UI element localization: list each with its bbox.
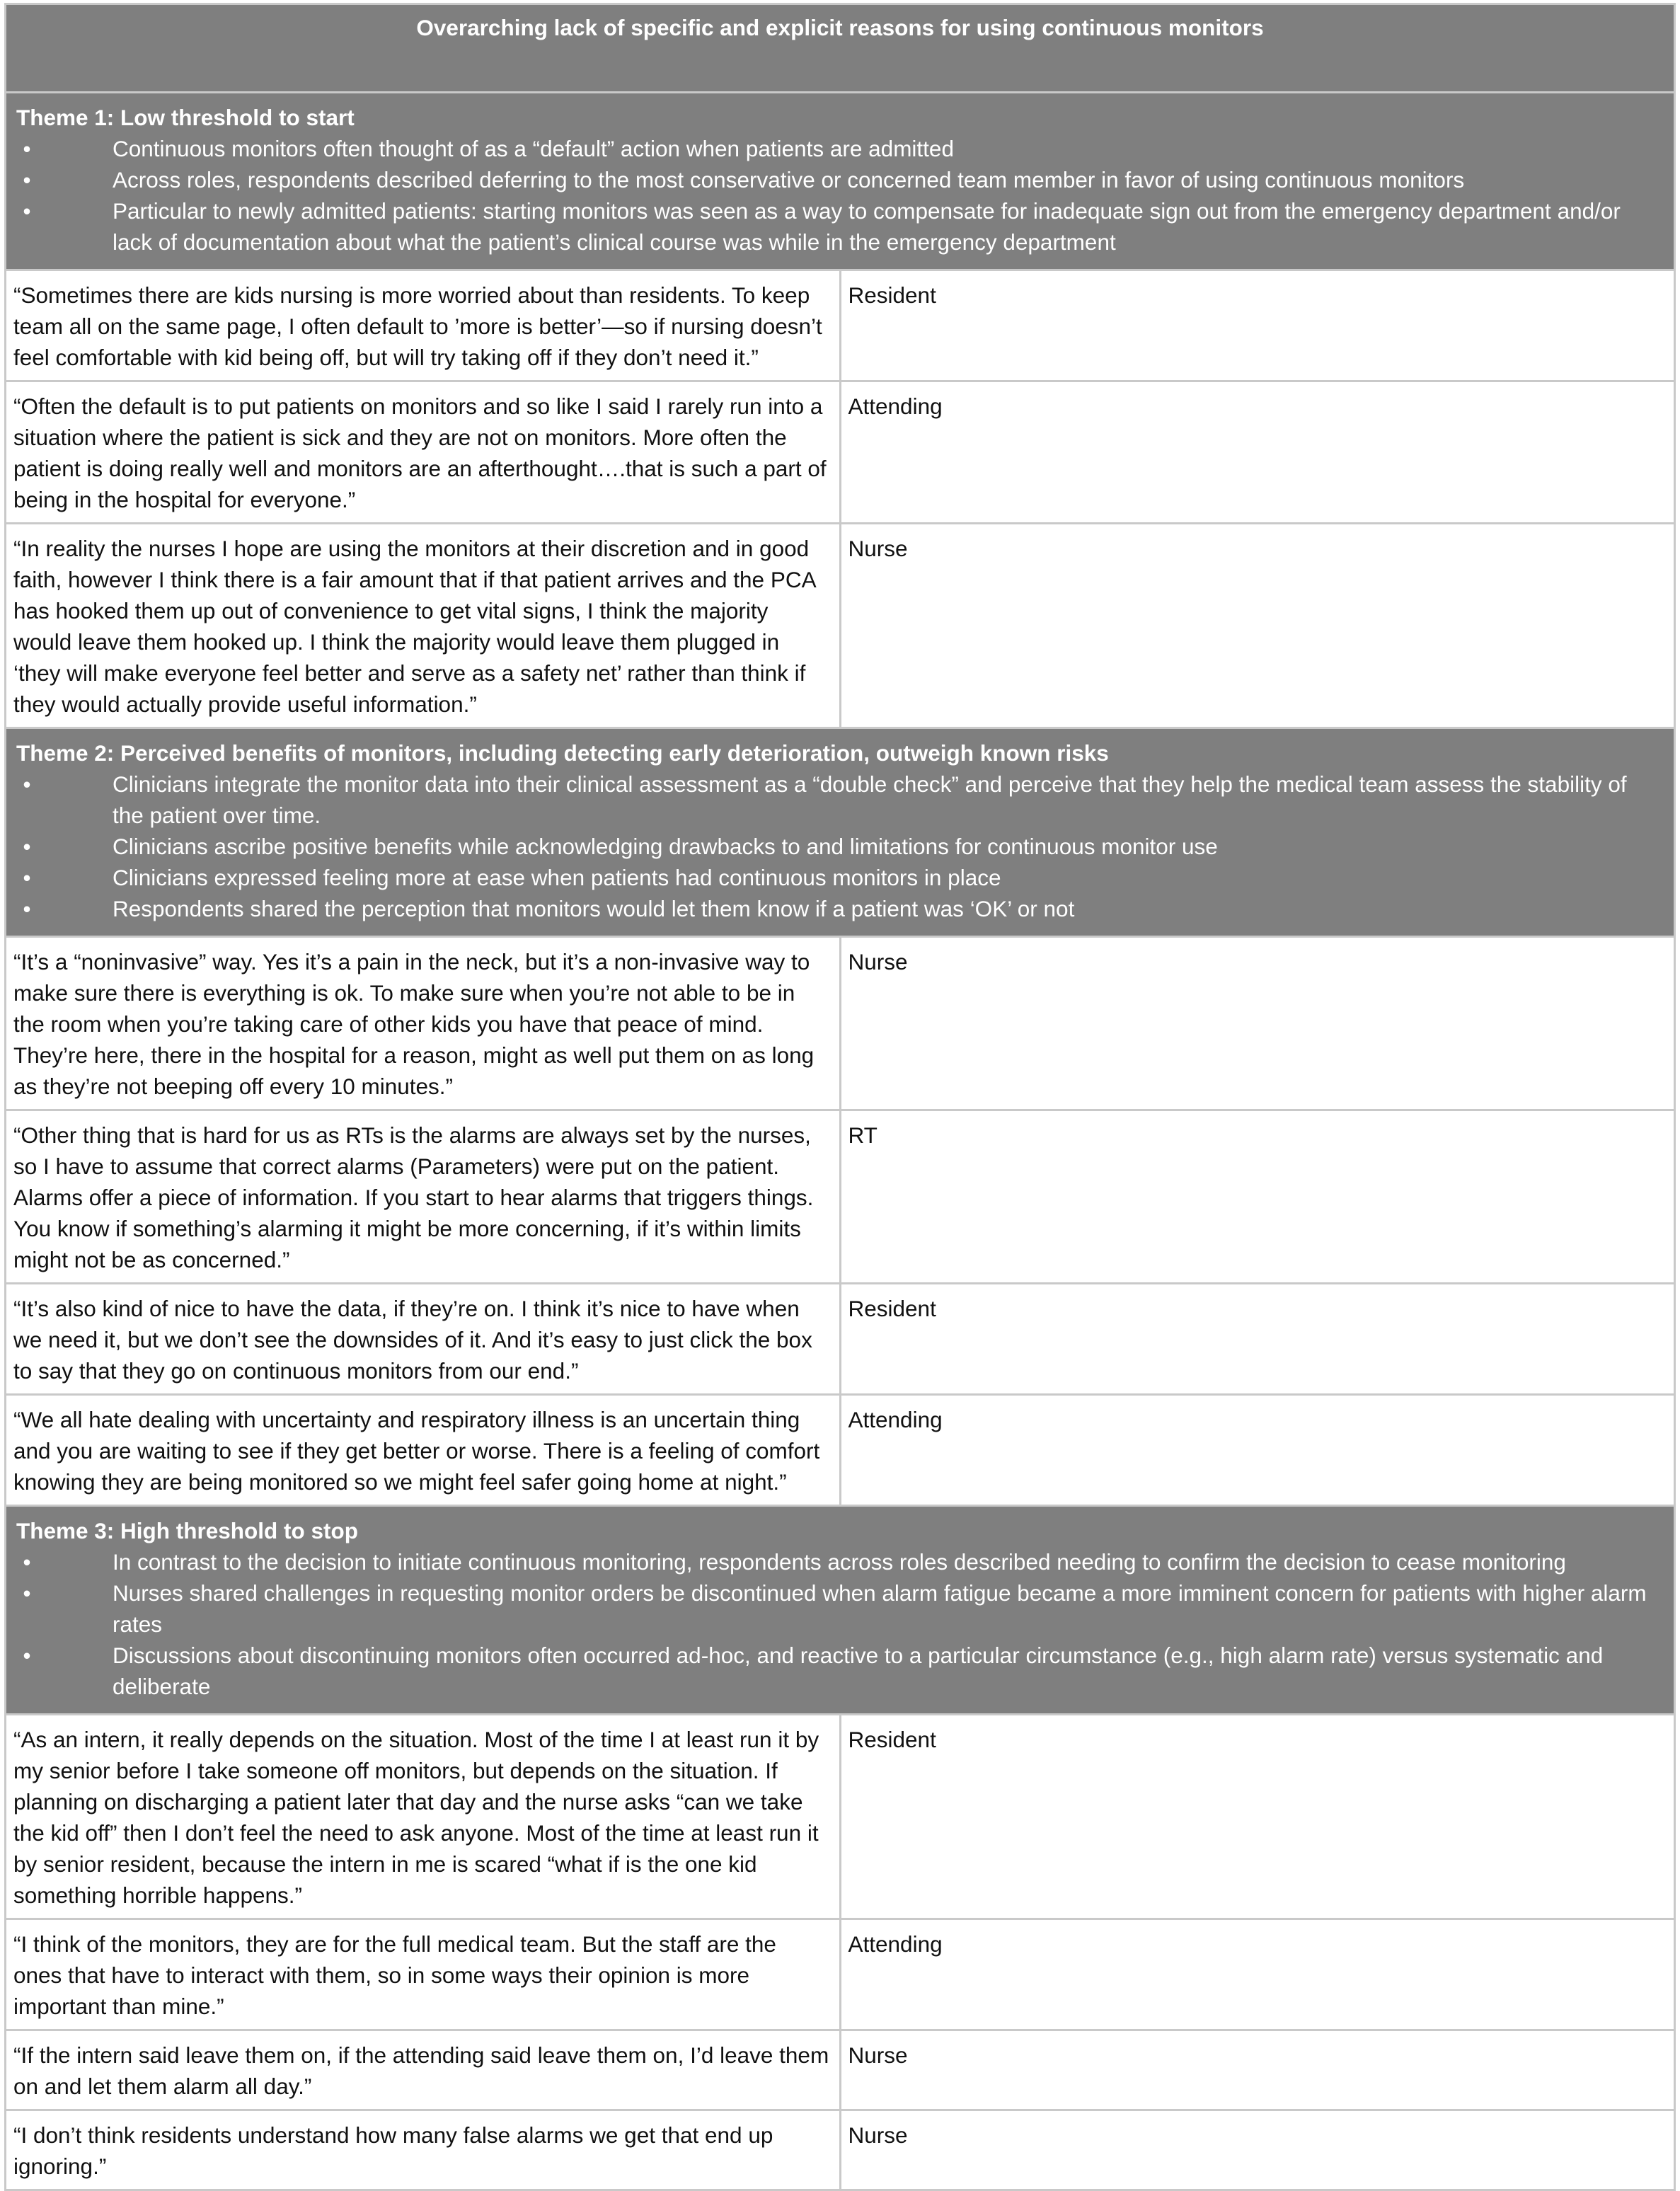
respondent-role: Resident [840, 270, 1675, 381]
theme-bullet-item [16, 1546, 1664, 1577]
theme-bullet-item [16, 133, 1664, 164]
theme-bullet-text: Respondents shared the perception that monitors would let them know if a patient was ‘OK’ or not [113, 896, 1075, 921]
bullet-icon: • [23, 1643, 31, 1668]
quote-row [6, 1395, 1675, 1506]
quote-row [6, 2030, 1675, 2110]
quote-text: “In reality the nurses I hope are using the monitors at their discretion and in good faith, however I think there is a fair amount that if that patient arrives and the PCA has hooked them up out of convenience to get vital signs, I think the majority would leave them hooked up. I think the majority would leave them plugged in ‘they will make everyone feel better and serve as a safety net’ rather than think if they would actually provide useful information.” [6, 524, 841, 728]
theme-row [6, 93, 1675, 270]
theme-bullet-item [16, 769, 1664, 831]
theme-title: Theme 1: Low threshold to start [16, 105, 355, 130]
quote-row [6, 1715, 1675, 1919]
quote-text: “Often the default is to put patients on monitors and so like I said I rarely run into a situation where the patient is sick and they are not on monitors. More often the patient is doing really well and monitors are an afterthought….that is such a part of being in the hospital for everyone.” [6, 381, 841, 524]
theme-bullet-list [16, 1546, 1664, 1702]
theme-bullet-text: Continuous monitors often thought of as a “default” action when patients are admitted [113, 136, 954, 161]
bullet-icon: • [23, 834, 31, 859]
quote-text: “We all hate dealing with uncertainty and respiratory illness is an uncertain thing and you are waiting to see if they get better or worse. There is a feeling of comfort knowing they are being monitored so we might feel safer going home at night.” [6, 1395, 841, 1506]
quote-text: “It’s a “noninvasive” way. Yes it’s a pain in the neck, but it’s a non-invasive way to make sure there is everything is ok. To make sure when you’re not able to be in the room when you’re taking care of other kids you have that peace of mind. They’re here, there in the hospital for a reason, might as well put them on as long as they’re not beeping off every 10 minutes.” [6, 937, 841, 1110]
quote-text: “It’s also kind of nice to have the data, if they’re on. I think it’s nice to have when we need it, but we don’t see the downsides of it. And it’s easy to just click the box to say that they go on continuous monitors from our end.” [6, 1284, 841, 1395]
bullet-icon: • [23, 865, 31, 890]
theme-bullet-item [16, 831, 1664, 862]
quote-row [6, 1919, 1675, 2030]
quote-text: “Other thing that is hard for us as RTs is the alarms are always set by the nurses, so I have to assume that correct alarms (Parameters) were put on the patient. Alarms offer a piece of information. If you start to hear alarms that triggers things. You know if something’s alarming it might be more concerning, if it’s within limits might not be as concerned.” [6, 1110, 841, 1284]
theme-bullet-text: Clinicians integrate the monitor data into their clinical assessment as a “double check” and perceive that they help the medical team assess the stability of the patient over time. [113, 771, 1627, 828]
quote-row [6, 1110, 1675, 1284]
respondent-role: Attending [840, 1395, 1675, 1506]
theme-bullet-text: Particular to newly admitted patients: starting monitors was seen as a way to compensate for inadequate sign out from the emergency department and/or lack of documentation about what the patient’s clinical course was while in the emergency department [113, 198, 1621, 255]
table-title: Overarching lack of specific and explicit reasons for using continuous monitors [6, 4, 1675, 93]
quote-text: “As an intern, it really depends on the situation. Most of the time I at least run it by my senior before I take someone off monitors, but depends on the situation. If planning on discharging a patient later that day and the nurse asks “can we take the kid off” then I don’t feel the need to ask anyone. Most of the time at least run it by senior resident, because the intern in me is scared “what if is the one kid something horrible happens.” [6, 1715, 841, 1919]
respondent-role: RT [840, 1110, 1675, 1284]
theme-bullet-text: Clinicians expressed feeling more at ease when patients had continuous monitors in place [113, 865, 1001, 890]
bullet-icon: • [23, 136, 31, 161]
bullet-icon: • [23, 167, 31, 192]
bullet-icon: • [23, 1549, 31, 1575]
bullet-icon: • [23, 896, 31, 921]
respondent-role: Attending [840, 381, 1675, 524]
theme-bullet-item [16, 195, 1664, 258]
theme-bullet-text: Nurses shared challenges in requesting monitor orders be discontinued when alarm fatigue became a more imminent concern for patients with higher alarm rates [113, 1580, 1647, 1637]
quote-row [6, 937, 1675, 1110]
respondent-role: Nurse [840, 2030, 1675, 2110]
quote-text: “If the intern said leave them on, if the attending said leave them on, I’d leave them on and let them alarm all day.” [6, 2030, 841, 2110]
theme-title: Theme 2: Perceived benefits of monitors, including detecting early deterioration, outweigh known risks [16, 740, 1109, 766]
theme-header-cell [6, 93, 1675, 270]
quote-row [6, 381, 1675, 524]
theme-bullet-item [16, 893, 1664, 924]
theme-bullet-text: Across roles, respondents described deferring to the most conservative or concerned team member in favor of using continuous monitors [113, 167, 1465, 192]
themes-table [4, 3, 1676, 2191]
theme-bullet-text: Discussions about discontinuing monitors often occurred ad-hoc, and reactive to a particular circumstance (e.g., high alarm rate) versus systematic and deliberate [113, 1643, 1604, 1699]
theme-header-cell [6, 728, 1675, 937]
theme-bullet-item [16, 862, 1664, 893]
respondent-role: Nurse [840, 2110, 1675, 2190]
theme-bullet-item [16, 1640, 1664, 1702]
quote-text: “I think of the monitors, they are for the full medical team. But the staff are the ones that have to interact with them, so in some ways their opinion is more important than mine.” [6, 1919, 841, 2030]
respondent-role: Nurse [840, 524, 1675, 728]
theme-title: Theme 3: High threshold to stop [16, 1518, 359, 1543]
theme-bullet-text: In contrast to the decision to initiate continuous monitoring, respondents across roles described needing to confirm the decision to cease monitoring [113, 1549, 1566, 1575]
theme-bullet-item [16, 1577, 1664, 1640]
respondent-role: Nurse [840, 937, 1675, 1110]
bullet-icon: • [23, 771, 31, 797]
theme-bullet-list [16, 769, 1664, 924]
respondent-role: Attending [840, 1919, 1675, 2030]
theme-bullet-list [16, 133, 1664, 258]
bullet-icon: • [23, 1580, 31, 1606]
theme-header-cell [6, 1506, 1675, 1715]
respondent-role: Resident [840, 1715, 1675, 1919]
themes-table-body [6, 4, 1675, 2190]
respondent-role: Resident [840, 1284, 1675, 1395]
quote-text: “I don’t think residents understand how many false alarms we get that end up ignoring.” [6, 2110, 841, 2190]
theme-bullet-item [16, 164, 1664, 195]
quote-row [6, 2110, 1675, 2190]
title-row [6, 4, 1675, 93]
quote-row [6, 1284, 1675, 1395]
theme-bullet-text: Clinicians ascribe positive benefits while acknowledging drawbacks to and limitations for continuous monitor use [113, 834, 1218, 859]
theme-row [6, 728, 1675, 937]
bullet-icon: • [23, 198, 31, 224]
quote-row [6, 270, 1675, 381]
theme-row [6, 1506, 1675, 1715]
quote-row [6, 524, 1675, 728]
quote-text: “Sometimes there are kids nursing is more worried about than residents. To keep team all on the same page, I often default to ’more is better’—so if nursing doesn’t feel comfortable with kid being off, but will try taking off if they don’t need it.” [6, 270, 841, 381]
